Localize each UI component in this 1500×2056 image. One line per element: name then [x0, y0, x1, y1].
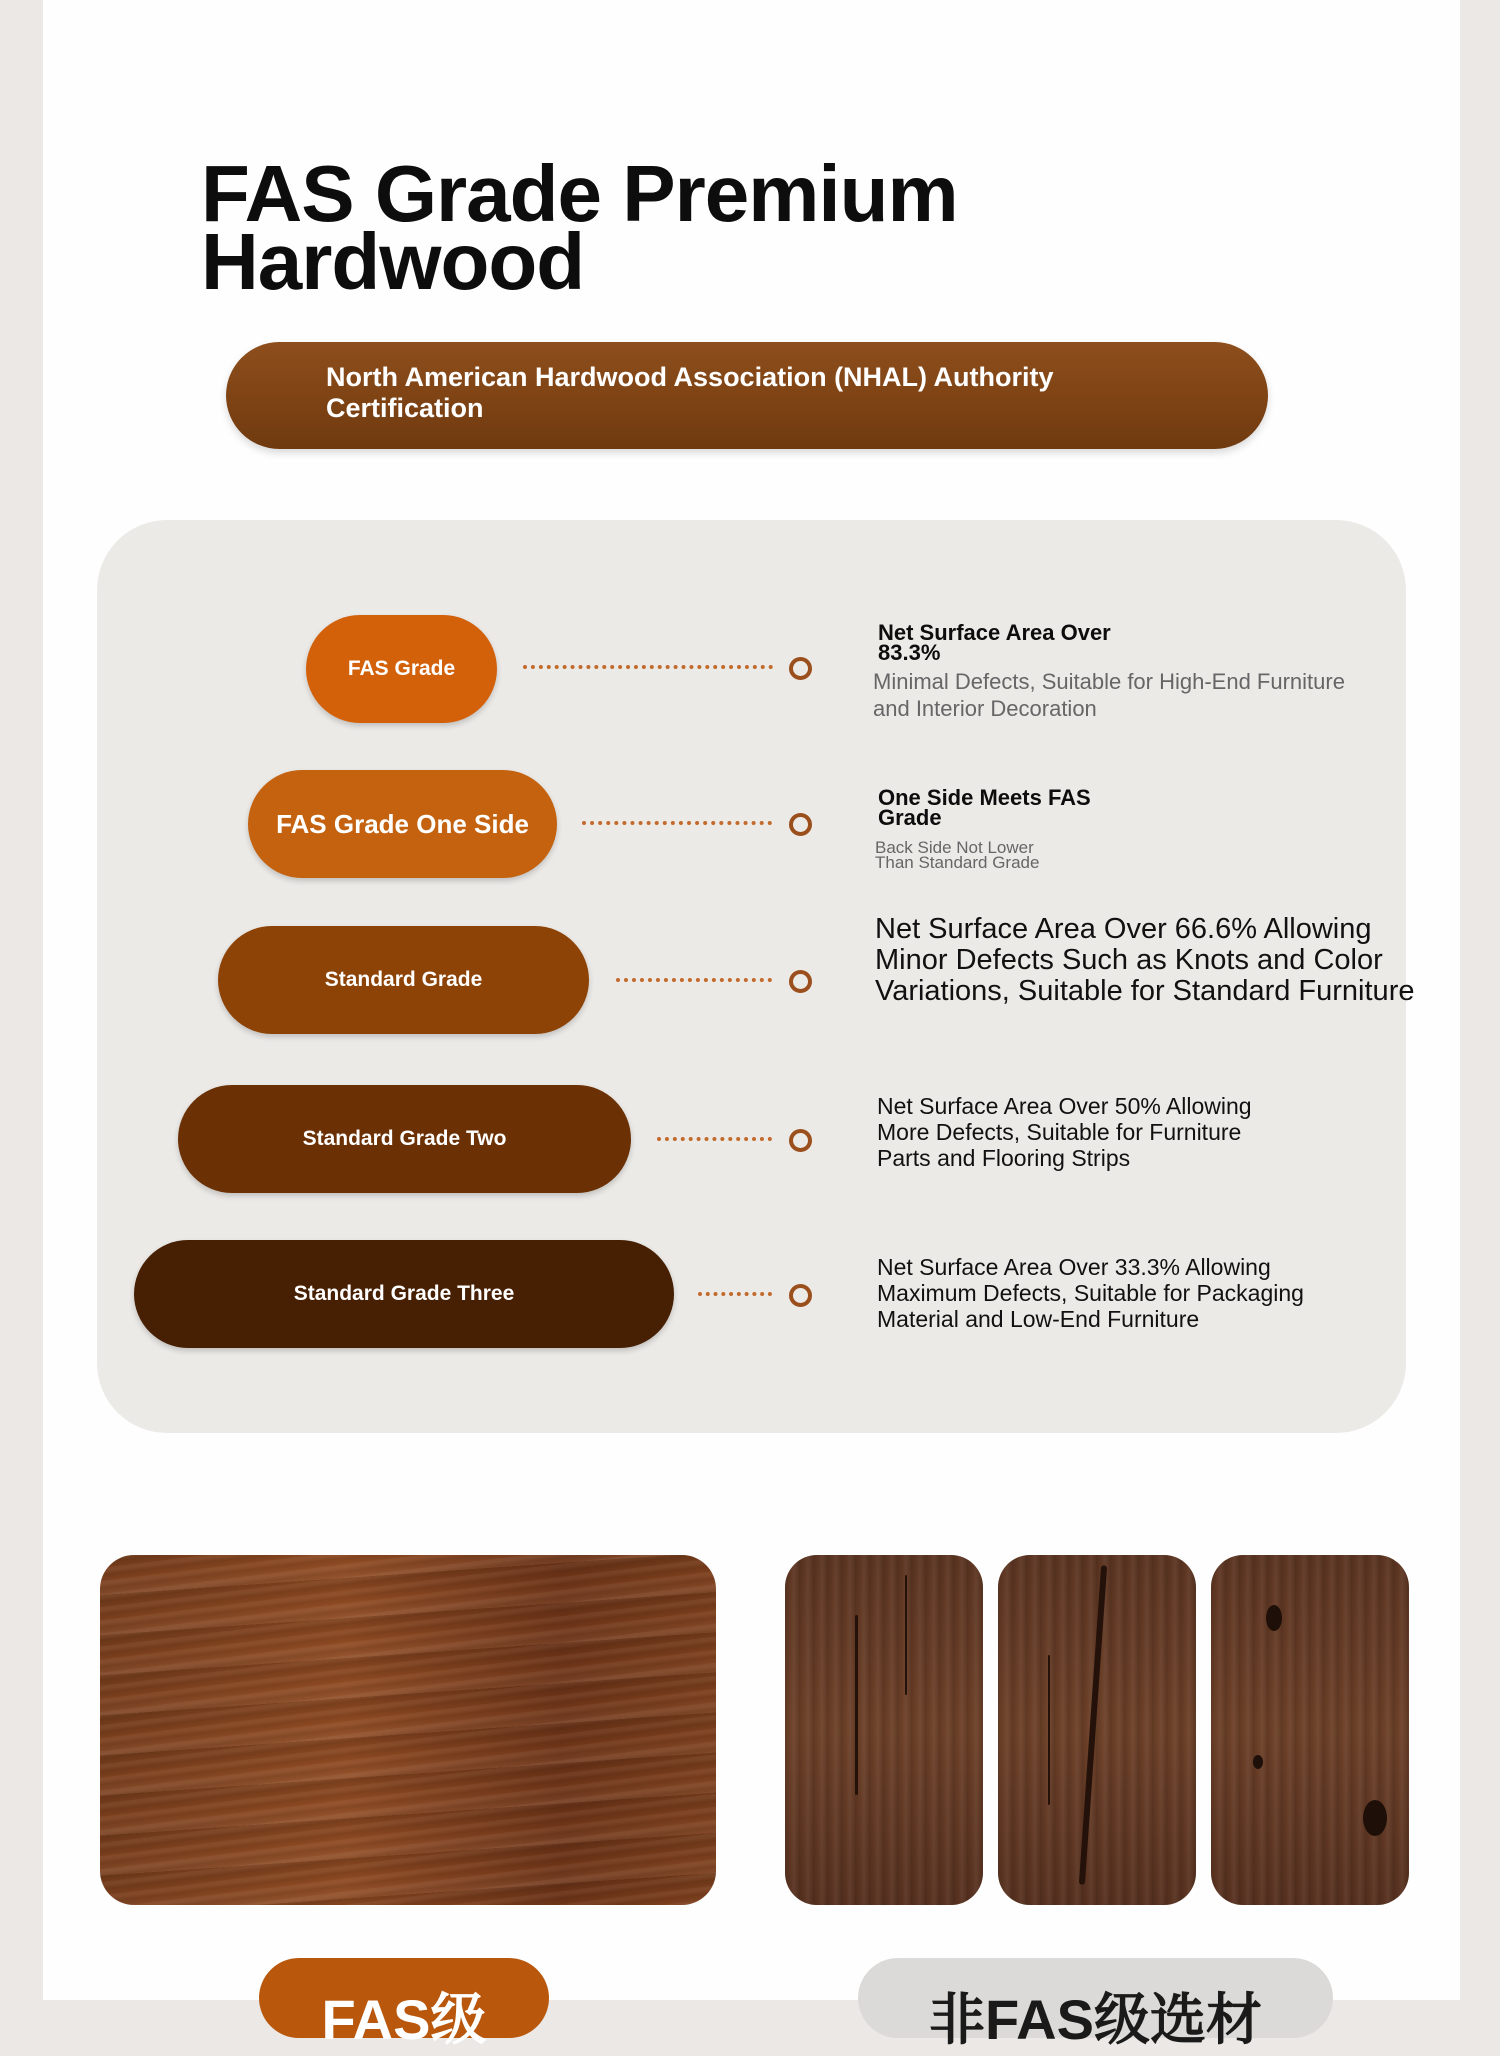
- connector-node-icon: [789, 813, 812, 836]
- connector-line: [523, 665, 773, 669]
- grade-pill-fas: [306, 615, 497, 723]
- connector-node-icon: [789, 970, 812, 993]
- grade-pill-label: FAS Grade One Side: [276, 808, 529, 839]
- non-fas-label: 非FAS级选材: [929, 1988, 1262, 2051]
- connector-node-icon: [789, 657, 812, 680]
- grade-pill-label: FAS Grade: [347, 657, 456, 680]
- fas-wood-sample-image: [100, 1555, 716, 1905]
- grade-description: [875, 785, 1278, 872]
- fas-label-badge: [259, 1958, 549, 2051]
- certification-banner: [226, 342, 1268, 449]
- grade-detail: Minimal Defects, Suitable for High-End Furniture and Interior Decoration: [873, 669, 1345, 721]
- grade-heading: One Side Meets FAS Grade: [878, 785, 1091, 830]
- grade-heading: Net Surface Area Over 83.3%: [878, 620, 1111, 665]
- grade-pill-fas-one-side: [248, 770, 557, 878]
- connector-node-icon: [789, 1284, 812, 1307]
- grade-description: [877, 1254, 1347, 1332]
- certification-text: North American Hardwood Association (NHAL) Authority Certification: [326, 362, 1054, 423]
- grade-pill-standard-two: [178, 1085, 631, 1193]
- grade-pill-standard: [218, 926, 589, 1034]
- grade-detail: Net Surface Area Over 50% Allowing More Defects, Suitable for Furniture Parts and Flooring Strips: [877, 1093, 1252, 1171]
- page-title: FAS Grade Premium Hardwood: [201, 149, 958, 306]
- connector-line: [657, 1137, 772, 1141]
- non-fas-wood-sample-image: [785, 1555, 983, 1905]
- grade-description: [873, 620, 1348, 722]
- grade-pill-label: Standard Grade: [324, 968, 483, 991]
- grade-panel: [97, 520, 1415, 1433]
- connector-line: [616, 978, 772, 982]
- connector-line: [582, 821, 772, 825]
- grade-pill-label: Standard Grade Two: [302, 1127, 507, 1150]
- grade-detail: Net Surface Area Over 66.6% Allowing Minor Defects Such as Knots and Color Variations, Suitable for Standard Furniture: [875, 913, 1415, 1007]
- connector-node-icon: [789, 1129, 812, 1152]
- grade-pill-label: Standard Grade Three: [293, 1282, 515, 1305]
- fas-label: FAS级: [321, 1988, 487, 2051]
- connector-line: [698, 1292, 772, 1296]
- grade-detail: Net Surface Area Over 33.3% Allowing Maximum Defects, Suitable for Packaging Material and Low-End Furniture: [877, 1254, 1304, 1332]
- non-fas-wood-sample-image: [1211, 1555, 1409, 1905]
- grade-description: [877, 1093, 1297, 1171]
- page: [43, 0, 1460, 2051]
- non-fas-label-badge: [858, 1958, 1333, 2051]
- grade-pill-standard-three: [134, 1240, 674, 1348]
- grade-description: [875, 914, 1415, 1007]
- grade-detail: Back Side Not Lower Than Standard Grade: [875, 838, 1040, 872]
- non-fas-wood-sample-image: [998, 1555, 1196, 1905]
